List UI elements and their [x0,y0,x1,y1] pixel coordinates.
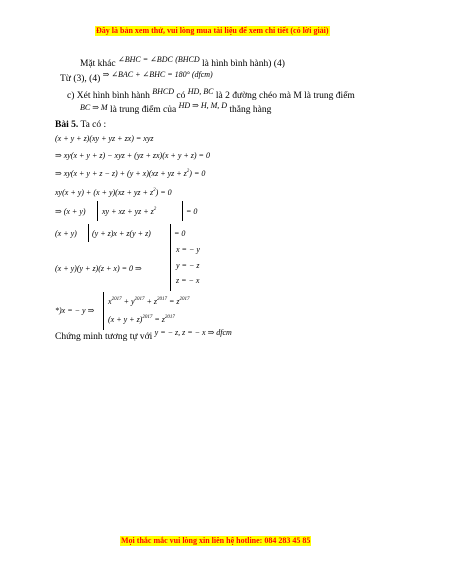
equation-5-inner [102,206,156,218]
line-4-text-d: thẳng hàng [229,105,272,115]
equation-7-a: (x + y)(y + z)(z + x) = 0 ⇒ [55,264,142,273]
equation-5 [55,206,86,218]
line-final-text: Chứng minh tương tự với [55,332,153,342]
line-1-math-angle: ∠BHC = ∠BDC [118,55,173,64]
equation-6-inner: (y + z)x + z(y + z) [92,229,151,238]
line-1-text-d: là hình bình hành) (4) [202,59,285,69]
line-1-math-bhcd: (BHCD [175,55,200,64]
equation-7-case-1: x = − y [176,245,200,254]
eq8-r1f: 2017 [157,297,168,302]
equation-5-bracket-left [97,201,98,221]
eq8-r1b: 2017 [111,297,122,302]
equation-8-row-2 [108,314,175,326]
eq8-r1c: + y [121,297,135,306]
equation-5-a: ⇒ (x + y) [55,207,86,216]
eq8-r1d: 2017 [134,297,145,302]
line-final-math: y = − z, z = − x ⇒ dfcm [154,328,232,337]
header-notice: Đây là bản xem thử, vui lòng mua tài liệu để xem chi tiết (có lời giải) [96,26,329,35]
eq8-r2b: 2017 [142,315,153,320]
equation-8-brace [103,292,104,330]
line-2-math: ⇒ ∠BAC + ∠BHC = 180° (dfcm) [102,70,213,79]
line-2-text-a: Từ (3), (4) [60,74,101,84]
equation-6-c: = 0 [174,229,186,238]
equation-5-bracket-right [182,201,183,221]
equation-3-c: ) = 0 [189,169,206,178]
line-1-text-a: Mặt khác [80,59,116,69]
line-4-math-bc: BC ⇒ M [80,103,108,112]
equation-4 [55,187,172,199]
equation-8-a: *)x = − y ⇒ [55,306,95,315]
equation-5-b: xy + xz + yz + z [102,207,154,216]
line-final [55,328,232,343]
equation-7-brace [170,241,171,291]
equation-4-a: xy(x + y) + (x + y)(xz + yz + z [55,188,154,197]
line-3-math-bhcd: BHCD [152,87,174,96]
eq8-r2d: 2017 [164,315,175,320]
line-4-math-hd: HD ⇒ H, M, D [178,101,228,110]
equation-4-c: ) = 0 [155,188,172,197]
bai-title: Bài 5. [55,120,79,130]
line-1 [80,55,285,70]
equation-6-a: (x + y) [55,229,77,238]
bai-rest: Ta có : [80,120,107,130]
equation-7-case-2: y = − z [176,261,200,270]
equation-3-exp: 2 [186,169,190,174]
equation-7-case-3: z = − x [176,276,200,285]
line-3-text-a: c) Xét hình bình hành [67,91,150,101]
equation-6-bracket-left [88,224,89,242]
equation-1: (x + y + z)(xy + yz + zx) = xyz [55,134,154,143]
eq8-r2c: = z [152,315,165,324]
line-4-text-b: là trung điểm của [109,105,177,115]
line-3-text-e: là 2 đường chéo mà M là trung điểm [215,91,355,101]
equation-3 [55,168,205,180]
line-4 [80,101,272,116]
equation-6-bracket-right [170,224,171,242]
equation-2: ⇒ xy(x + y + z) − xyz + (yz + zx)(x + y + z) = 0 [55,151,210,160]
footer-notice: Mọi thắc mắc vui lòng xin liên hệ hotline: 084 283 45 85 [121,536,311,545]
bai-heading [55,119,106,131]
equation-4-exp: 2 [153,188,156,193]
equation-3-a: ⇒ xy(x + y + z − z) + (y + x)(xz + yz + z [55,169,187,178]
eq8-r1h: 2017 [179,297,190,302]
eq8-r2a: (x + y + z) [108,315,143,324]
equation-5-d: = 0 [186,207,198,216]
line-2 [60,70,213,85]
eq8-r1e: + z [144,297,158,306]
equation-5-exp: 2 [153,207,157,212]
eq8-r1a: x [108,297,112,306]
line-3-math-hdbc: HD, BC [187,87,214,96]
equation-8-row-1 [108,296,190,308]
eq8-r1g: = z [167,297,180,306]
line-3-text-c: có [176,91,186,101]
